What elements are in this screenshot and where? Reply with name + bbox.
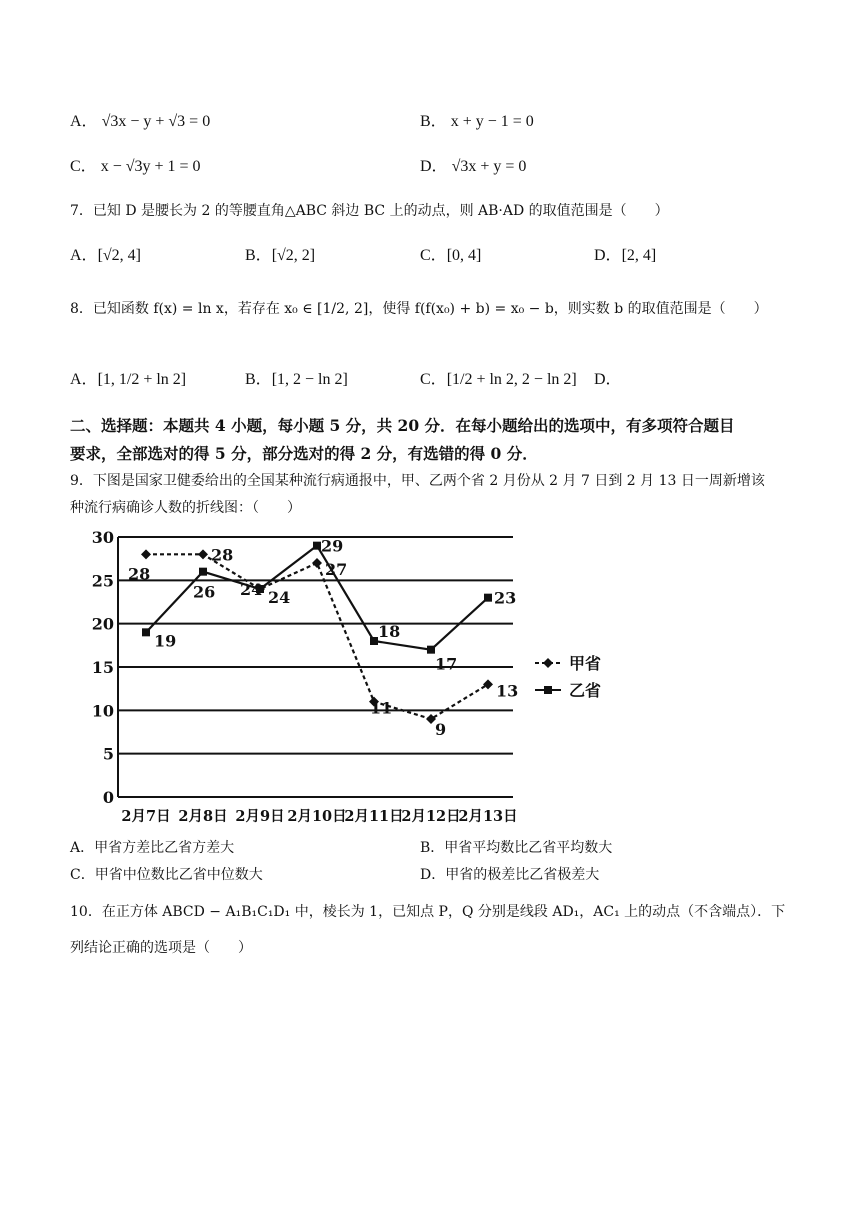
point-marker: [427, 646, 435, 654]
q9-option-b: B．甲省平均数比乙省平均数大: [420, 840, 613, 856]
q7-stem: 7．已知 D 是腰长为 2 的等腰直角△ABC 斜边 BC 上的动点，则 AB·AD 的取值范围是（ ）: [70, 203, 669, 219]
data-label: 13: [496, 681, 519, 701]
x-tick-label: 2月9日: [235, 808, 285, 825]
legend-marker: [543, 658, 553, 668]
x-tick-label: 2月13日: [458, 808, 518, 825]
point-marker: [312, 558, 322, 568]
q7-option-a: A．[√2, 4]: [70, 247, 141, 264]
x-tick-label: 2月8日: [178, 808, 228, 825]
y-tick-label: 10: [91, 701, 114, 721]
y-tick-label: 30: [91, 528, 114, 547]
data-label: 27: [325, 560, 348, 579]
q8-option-a: A．[1, 1/2 + ln 2]: [70, 371, 187, 388]
data-label: 23: [494, 588, 517, 608]
q10-line2: 列结论正确的选项是（ ）: [70, 940, 252, 956]
point-marker: [141, 549, 151, 559]
q7-option-b: B．[√2, 2]: [245, 247, 316, 264]
data-label: 18: [378, 622, 401, 641]
x-tick-label: 2月7日: [121, 808, 171, 825]
point-marker: [198, 549, 208, 559]
q9-option-a: A．甲省方差比乙省方差大: [70, 840, 235, 856]
q7-option-d: D．[2, 4]: [594, 247, 657, 264]
q7-option-c: C．[0, 4]: [420, 247, 482, 264]
q9-option-c: C．甲省中位数比乙省中位数大: [70, 867, 263, 883]
q8-option-b: B．[1, 2 − ln 2]: [245, 371, 348, 388]
y-tick-label: 5: [102, 744, 114, 764]
x-tick-label: 2月11日: [344, 808, 404, 825]
data-label: 19: [154, 631, 177, 651]
q9-line1: 9．下图是国家卫健委给出的全国某种流行病通报中，甲、乙两个省 2 月份从 2 月 7 日到 2 月 13 日一周新增该: [70, 473, 765, 489]
q8-option-c: C．[1/2 + ln 2, 2 − ln 2]: [420, 371, 577, 388]
q8-stem: 8．已知函数 f(x) = ln x，若存在 x₀ ∈ [1/2, 2]，使得 f(f(x₀) + b) = x₀ − b，则实数 b 的取值范围是（ ）: [70, 301, 768, 317]
data-label: 24: [240, 580, 263, 599]
q6-option-b: B． x + y − 1 = 0: [420, 113, 534, 130]
q6-option-c: C． x − √3y + 1 = 0: [70, 158, 201, 175]
point-marker: [142, 628, 150, 636]
q6-option-a: A． √3x − y + √3 = 0: [70, 113, 211, 130]
line-chart: [80, 525, 650, 830]
data-label: 11: [370, 698, 393, 718]
data-label: 9: [435, 720, 447, 739]
point-marker: [313, 542, 321, 550]
legend-label: 甲省: [569, 654, 602, 673]
y-tick-label: 20: [91, 614, 114, 634]
y-tick-label: 25: [91, 571, 114, 591]
legend-marker: [544, 686, 552, 694]
q6-option-d: D． √3x + y = 0: [420, 158, 527, 175]
x-tick-label: 2月10日: [287, 808, 347, 825]
q9-line2: 种流行病确诊人数的折线图：（ ）: [70, 500, 301, 516]
data-label: 17: [435, 654, 458, 674]
y-tick-label: 0: [102, 788, 114, 807]
q9-option-d: D．甲省的极差比乙省极差大: [420, 867, 600, 883]
q6-option-a-text: √3x − y + √3 = 0: [101, 113, 211, 130]
point-marker: [484, 594, 492, 602]
data-label: 28: [128, 564, 151, 584]
y-tick-label: 15: [91, 658, 114, 677]
data-label: 26: [193, 582, 216, 602]
data-label: 24: [268, 588, 291, 607]
point-marker: [483, 679, 493, 689]
q10-line1: 10．在正方体 ABCD − A₁B₁C₁D₁ 中，棱长为 1，已知点 P，Q 分别是线段 AD₁，AC₁ 上的动点（不含端点）．下: [70, 904, 786, 920]
data-label: 28: [211, 545, 234, 565]
data-label: 29: [321, 536, 344, 556]
q6-option-c-text: x − √3y + 1 = 0: [100, 158, 201, 175]
q8-option-d: D．: [594, 371, 622, 388]
section2-line1: 二、选择题：本题共 4 小题，每小题 5 分，共 20 分．在每小题给出的选项中，有多项符合题目: [70, 416, 735, 435]
q6-option-b-text: x + y − 1 = 0: [450, 113, 534, 130]
legend-label: 乙省: [569, 681, 602, 700]
section2-line2: 要求，全部选对的得 5 分，部分选对的得 2 分，有选错的得 0 分．: [70, 444, 538, 463]
x-tick-label: 2月12日: [401, 808, 461, 825]
point-marker: [370, 637, 378, 645]
point-marker: [199, 568, 207, 576]
q6-option-d-text: √3x + y = 0: [451, 158, 527, 175]
